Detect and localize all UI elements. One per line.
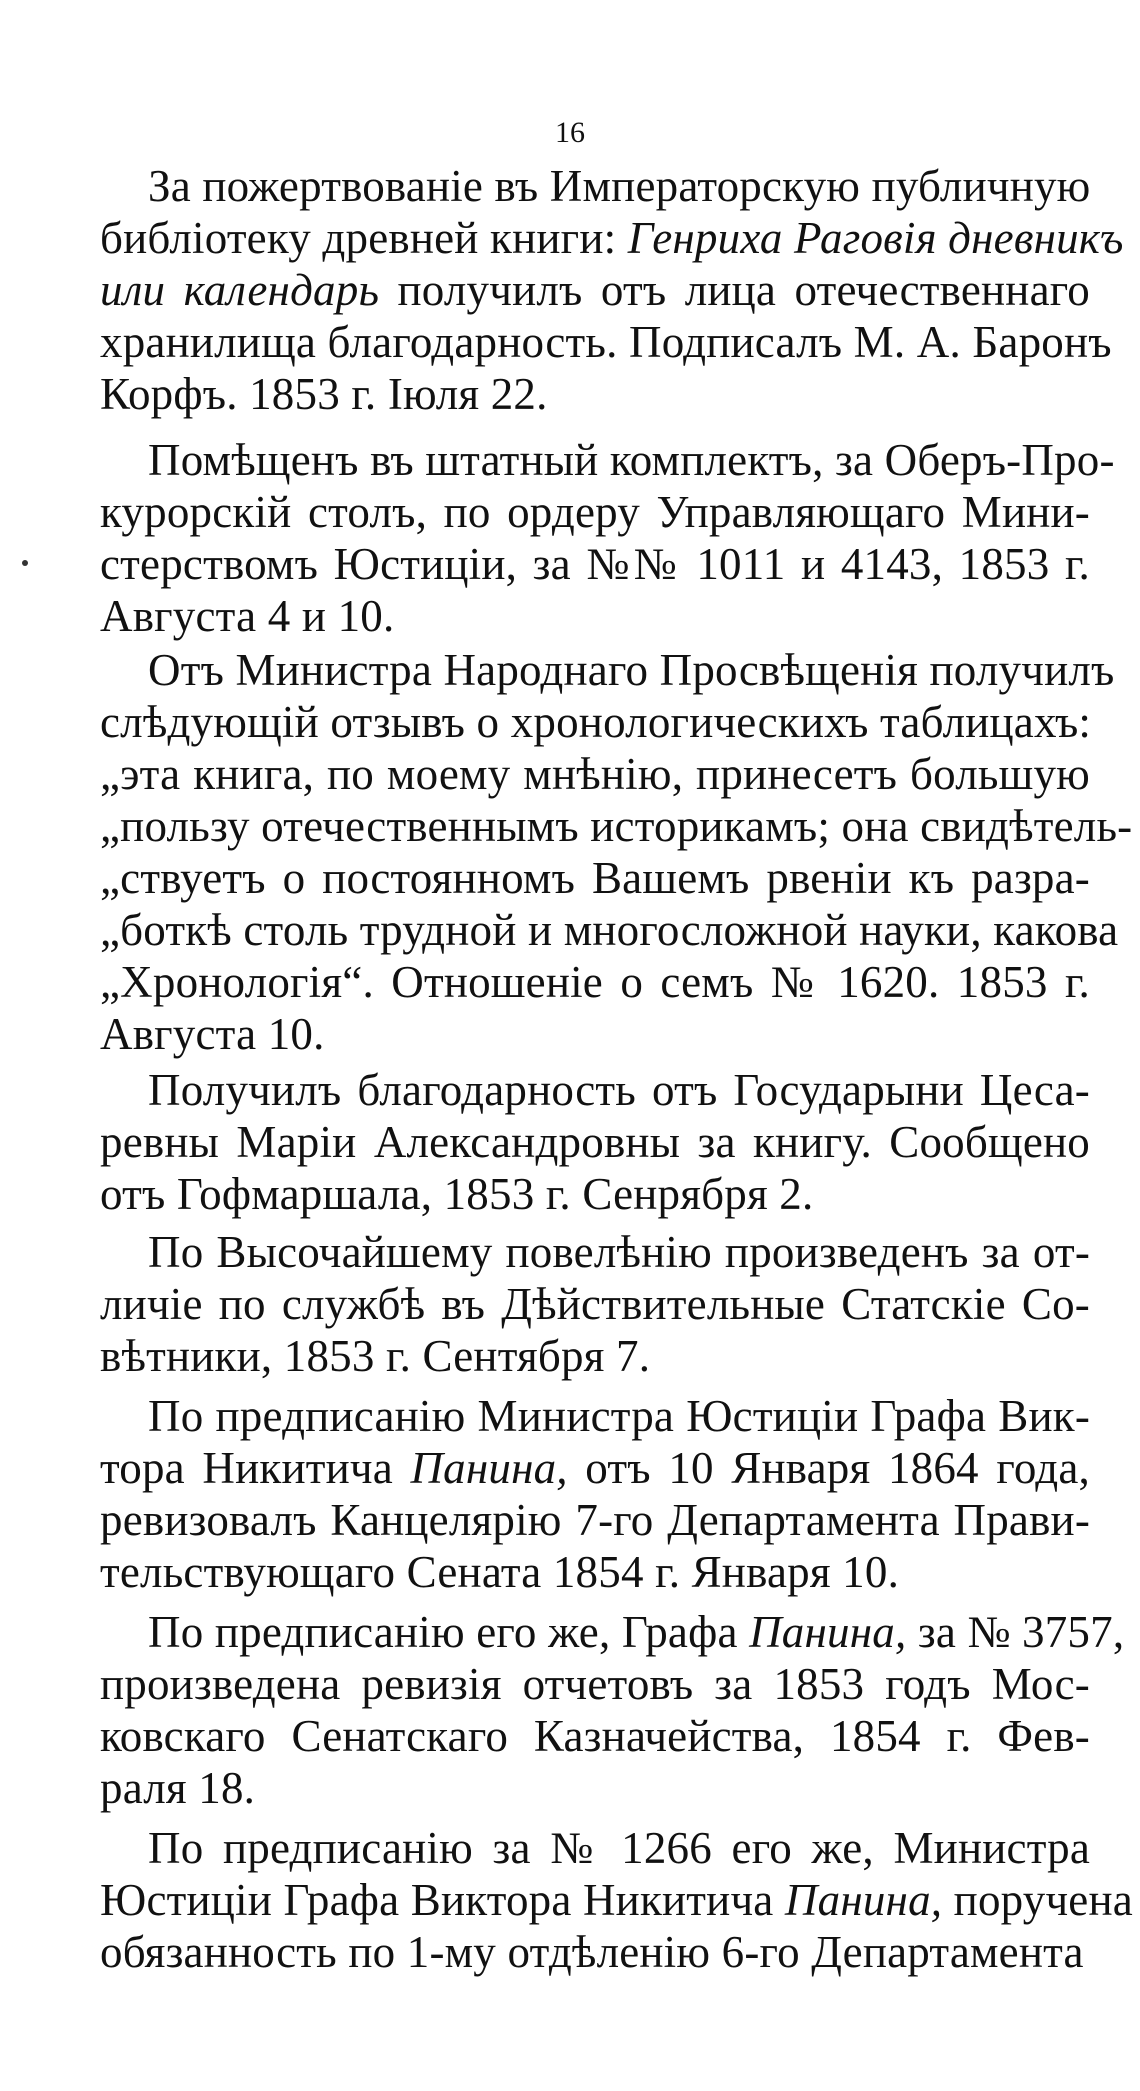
- text-line: [100, 1330, 1090, 1382]
- text-run: личіе по службѣ въ Дѣйствительные Статскіе Со-: [100, 1279, 1090, 1329]
- text-run: По предписанію Министра Юстиціи Графа Вик-: [148, 1391, 1090, 1441]
- margin-ink-speck: [22, 560, 28, 566]
- text-line: [100, 1658, 1090, 1710]
- text-run: тора Никитича: [100, 1443, 411, 1493]
- text-line: [100, 956, 1090, 1008]
- text-line: [100, 264, 1090, 316]
- paragraph-3: [100, 644, 1133, 1060]
- text-line: [100, 368, 1090, 420]
- text-line: [100, 1008, 1090, 1060]
- text-line: [100, 852, 1090, 904]
- text-line: [100, 316, 1112, 368]
- text-run: библіотеку древней книги:: [100, 213, 628, 263]
- text-run: Августа 4 и 10.: [100, 591, 395, 641]
- paragraph-7: [100, 1606, 1125, 1814]
- paragraph-8: [100, 1822, 1133, 1978]
- text-run: „боткѣ столь трудной и многосложной науки, какова: [100, 905, 1119, 955]
- text-run: По Высочайшему повелѣнію произведенъ за от-: [148, 1227, 1090, 1277]
- text-line: [100, 904, 1119, 956]
- text-run: поручена: [942, 1875, 1133, 1925]
- text-line: [100, 1874, 1133, 1926]
- text-run: Корфъ. 1853 г. Іюля 22.: [100, 369, 548, 419]
- text-run: отъ 10 Января 1864 года,: [567, 1443, 1090, 1493]
- text-run: тельствующаго Сената 1854 г. Января 10.: [100, 1547, 900, 1597]
- italic-title-run: Панина,: [784, 1875, 943, 1925]
- text-line: [100, 538, 1090, 590]
- text-run: Получилъ благодарность отъ Государыни Цеса-: [148, 1065, 1090, 1115]
- text-line: [100, 1442, 1090, 1494]
- text-line: [100, 1390, 1090, 1442]
- text-run: ревизовалъ Канцелярію 7-го Департамента Прави-: [100, 1495, 1090, 1545]
- text-line: [100, 1168, 1090, 1220]
- text-line: [100, 590, 1090, 642]
- text-run: вѣтники, 1853 г. Сентября 7.: [100, 1331, 651, 1381]
- text-run: получилъ отъ лица отечественнаго: [379, 265, 1091, 315]
- text-line: [100, 1226, 1090, 1278]
- text-line: [100, 212, 1124, 264]
- text-run: Августа 10.: [100, 1009, 325, 1059]
- text-run: „пользу отечественнымъ историкамъ; она свидѣтель-: [100, 801, 1133, 851]
- text-line: [100, 1606, 1125, 1658]
- text-run: „ствуетъ о постоянномъ Вашемъ рвеніи къ разра-: [100, 853, 1090, 903]
- text-line: [100, 1278, 1090, 1330]
- text-line: [100, 1064, 1090, 1116]
- text-run: „Хронологія“. Отношеніе о семъ № 1620. 1853 г.: [100, 957, 1090, 1007]
- text-line: [100, 1822, 1090, 1874]
- text-run: за № 3757,: [906, 1607, 1125, 1657]
- text-run: „эта книга, по моему мнѣнію, принесетъ большую: [100, 749, 1090, 799]
- text-run: обязанность по 1-му отдѣленію 6-го Департамента: [100, 1927, 1084, 1977]
- italic-title-run: Генриха Раговія дневникъ: [627, 213, 1124, 263]
- page-number: 16: [555, 116, 585, 149]
- text-run: Юстиціи Графа Виктора Никитича: [100, 1875, 785, 1925]
- text-run: По предписанію за № 1266 его же, Министра: [148, 1823, 1090, 1873]
- text-run: ковскаго Сенатскаго Казначейства, 1854 г. Фев-: [100, 1711, 1090, 1761]
- text-run: За пожертвованіе въ Императорскую публичную: [148, 161, 1091, 211]
- text-line: [100, 644, 1115, 696]
- text-run: По предписанію его же, Графа: [148, 1607, 750, 1657]
- paragraph-1: [100, 160, 1124, 420]
- text-line: [100, 800, 1133, 852]
- text-line: [100, 1546, 1090, 1598]
- text-line: [100, 1494, 1090, 1546]
- italic-title-run: Панина,: [749, 1607, 907, 1657]
- text-run: раля 18.: [100, 1763, 256, 1813]
- italic-title-run: или календарь: [100, 265, 380, 315]
- text-run: курорскій столъ, по ордеру Управляющаго Мини-: [100, 487, 1090, 537]
- text-run: произведена ревизія отчетовъ за 1853 годъ Мос-: [100, 1659, 1090, 1709]
- paragraph-6: [100, 1390, 1090, 1598]
- text-run: Отъ Министра Народнаго Просвѣщенія получилъ: [148, 645, 1115, 695]
- text-line: [100, 486, 1090, 538]
- text-line: [100, 434, 1115, 486]
- text-line: [100, 160, 1090, 212]
- text-line: [100, 696, 1090, 748]
- text-run: ревны Маріи Александровны за книгу. Сообщено: [100, 1117, 1090, 1167]
- italic-title-run: Панина,: [410, 1443, 568, 1493]
- text-line: [100, 748, 1090, 800]
- text-run: стерствомъ Юстиціи, за №№ 1011 и 4143, 1853 г.: [100, 539, 1090, 589]
- text-line: [100, 1762, 1090, 1814]
- paragraph-5: [100, 1226, 1090, 1382]
- text-line: [100, 1116, 1090, 1168]
- text-run: хранилища благодарность. Подписалъ М. А. Баронъ: [100, 317, 1112, 367]
- paragraph-2: [100, 434, 1115, 642]
- paragraph-4: [100, 1064, 1090, 1220]
- text-run: Помѣщенъ въ штатный комплектъ, за Оберъ-Про-: [148, 435, 1115, 485]
- text-run: слѣдующій отзывъ о хронологическихъ таблицахъ:: [100, 697, 1092, 747]
- text-run: отъ Гофмаршала, 1853 г. Сенрября 2.: [100, 1169, 814, 1219]
- text-line: [100, 1710, 1090, 1762]
- text-line: [100, 1926, 1090, 1978]
